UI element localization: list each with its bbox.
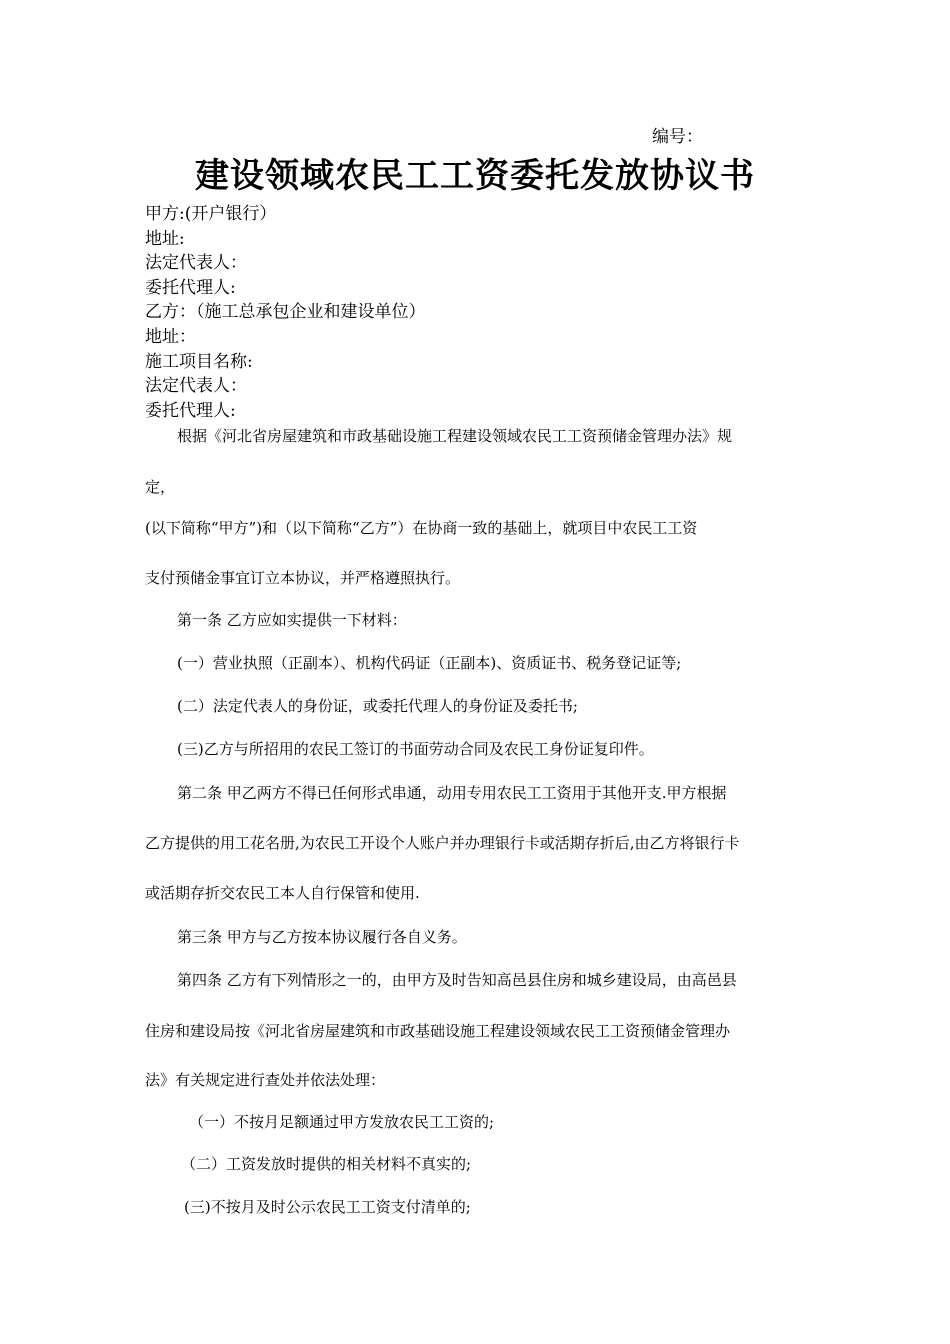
article-4-line: 第四条 乙方有下列情形之一的，由甲方及时告知高邑县住房和城乡建设局，由高邑县 [177,971,737,989]
preamble-line: (以下简称“甲方”)和（以下简称“乙方”）在协商一致的基础上，就项目中农民工工资 [145,519,698,537]
party-b-contractor: 乙方：（施工总承包企业和建设单位） [145,302,426,323]
party-b-address: 地址： [145,326,196,347]
party-info-block [145,202,426,423]
article-4-item: （一）不按月足额通过甲方发放农民工工资的; [189,1113,495,1131]
party-a-bank: 甲方:(开户银行） [145,204,277,224]
article-3-line: 第三条 甲方与乙方按本协议履行各自义务。 [177,928,467,946]
article-4-item: (三)不按月及时公示农民工工资支付清单的; [184,1198,471,1216]
party-a-agent: 委托代理人: [145,277,236,298]
article-4-line: 住房和建设局按《河北省房屋建筑和市政基础设施工程建设领域农民工工资预储金管理办 [145,1022,731,1040]
party-b-agent: 委托代理人: [145,400,236,421]
party-b-legal-representative: 法定代表人： [145,376,247,397]
article-4-line: 法》有关规定进行查处并依法处理： [145,1071,386,1089]
article-1-item: (一）营业执照（正副本）、机构代码证（正副本)、资质证书、税务登记证等; [177,654,682,672]
party-a-legal-representative: 法定代表人： [145,253,247,274]
article-2-line: 第二条 甲乙两方不得已任何形式串通，动用专用农民工工资用于其他开支.甲方根据 [177,784,727,802]
preamble-line: 定， [145,478,176,496]
article-2-line: 乙方提供的用工花名册,为农民工开设个人账户并办理银行卡或活期存折后,由乙方将银行卡 [145,834,740,852]
article-1-item: (三)乙方与所招用的农民工签订的书面劳动合同及农民工身份证复印件。 [177,740,654,758]
article-1-item: (二）法定代表人的身份证，或委托代理人的身份证及委托书; [177,697,578,715]
party-a-address: 地址: [145,228,185,249]
project-name: 施工项目名称: [145,351,253,372]
preamble-line: 根据《河北省房屋建筑和市政基础设施工程建设领域农民工工资预储金管理办法》规 [177,427,733,445]
document-title: 建设领域农民工工资委托发放协议书 [195,156,755,196]
article-1-heading: 第一条 乙方应如实提供一下材料： [177,611,407,629]
serial-number-label: 编号： [652,127,703,147]
article-4-item: （二）工资发放时提供的相关材料不真实的; [181,1155,472,1173]
article-2-line: 或活期存折交农民工本人自行保管和使用. [145,884,420,902]
preamble-line: 支付预储金事宜订立本协议，并严格遵照执行。 [145,569,461,587]
